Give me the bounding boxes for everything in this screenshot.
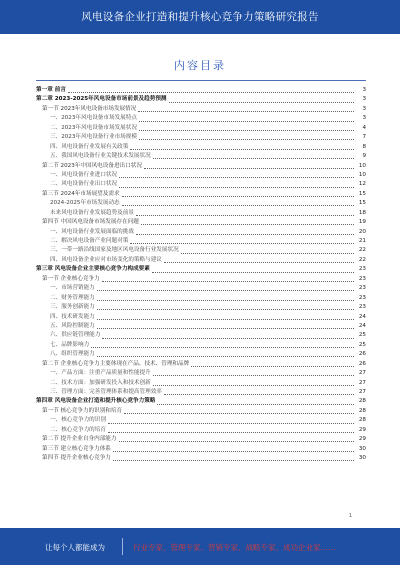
toc-entry[interactable] (36, 218, 366, 227)
toc-leader-dots (139, 139, 354, 140)
toc-entry[interactable] (36, 397, 366, 406)
toc-entry-title: 第一章 前言 (36, 87, 66, 93)
toc-entry-title: 一、风电设备行业发展面临的挑战 (50, 228, 134, 235)
toc-entry[interactable] (36, 350, 366, 359)
toc-entry-title: 一、风电设备行业进口状况 (50, 171, 118, 178)
toc-entry[interactable] (36, 265, 366, 274)
toc-entry[interactable] (36, 237, 366, 246)
toc-entry[interactable] (36, 294, 366, 303)
toc-entry-title: 第四章 风电设备企业打造和提升核心竞争力策略 (36, 398, 156, 405)
toc-entry-title: 第四节 提升企业核心竞争力 (42, 455, 111, 462)
toc-leader-dots (136, 234, 354, 235)
toc-entry[interactable] (36, 152, 366, 161)
toc-entry-title: 二、2023年风电设备市场发展状况 (50, 124, 137, 131)
toc-leader-dots (122, 196, 354, 197)
toc-leader-dots (141, 224, 354, 225)
toc-entry-page: 24 (358, 313, 366, 320)
toc-leader-dots (169, 102, 354, 103)
toc-entry-page: 10 (358, 162, 366, 169)
toc-leader-dots (102, 281, 354, 282)
toc-entry-title: 五、我国风电设备行业关键技术发展状况 (50, 153, 151, 160)
toc-leader-dots (108, 432, 354, 433)
toc-entry-page: 29 (358, 436, 366, 443)
toc-entry-page: 26 (358, 351, 366, 358)
toc-entry-page: 9 (362, 153, 366, 160)
footer-tagline: 行业专家、管理专家、营销专家、战略专家、成功企业家…… (133, 543, 336, 552)
toc-entry-title: 第二节 企业核心竞争力主要体现在产品、技术、管理和品牌 (42, 360, 190, 367)
toc-entry-title: 第一节 2023年风电设备市场发展情况 (42, 105, 137, 112)
toc-entry-title: 第三节 建立核心竞争力体系 (42, 445, 111, 452)
toc-entry-title: 一、核心竞争力的识别 (50, 417, 106, 424)
toc-entry-title: 一、市场营销能力 (50, 285, 95, 292)
toc-leader-dots (130, 149, 354, 150)
toc-entry-page: 15 (358, 200, 366, 207)
toc-leader-dots (91, 347, 354, 348)
toc-leader-dots (124, 413, 354, 414)
toc-divider (36, 80, 366, 81)
toc-entry-page: 7 (362, 134, 366, 141)
toc-entry-page: 21 (358, 238, 366, 244)
toc-entry[interactable] (36, 86, 366, 95)
toc-entry-title: 七、品牌影响力 (50, 341, 90, 348)
toc-entry[interactable] (36, 360, 366, 369)
page-footer (0, 528, 400, 565)
toc-entry[interactable] (36, 284, 366, 293)
toc-entry-title: 二、技术方面：加强研发投入和技术创新 (50, 379, 151, 386)
toc-entry[interactable] (36, 190, 366, 199)
footer-slogan: 让每个人都能成为 (45, 543, 105, 552)
report-title: 风电设备企业打造和提升核心竞争力策略研究报告 (81, 11, 319, 23)
toc-entry[interactable] (36, 313, 366, 322)
toc-entry-page: 22 (358, 256, 366, 263)
toc-leader-dots (97, 328, 354, 329)
toc-leader-dots (68, 92, 354, 93)
toc-entry[interactable] (36, 256, 366, 265)
toc-leader-dots (181, 253, 354, 254)
toc-entry-page: 27 (358, 370, 366, 377)
toc-entry-page: 4 (362, 124, 366, 131)
toc-entry-title: 第三章 风电设备企业主要核心竞争力构成要素 (36, 266, 150, 273)
toc-entry-title: 三、管理方面：完善管理体系和提高管理效率 (50, 389, 162, 395)
toc-entry-page: 29 (358, 426, 366, 433)
toc-entry[interactable] (36, 171, 366, 180)
toc-entry[interactable] (36, 275, 366, 284)
toc-entry-title: 一、产品方面：注重产品质量和性能提升 (50, 370, 151, 377)
toc-entry-title: 未来风电设备行业发展趋势及前景 (50, 209, 134, 216)
toc-entry-page: 20 (358, 228, 366, 235)
toc-entry-page: 25 (358, 341, 366, 348)
toc-entry-page: 10 (358, 171, 366, 178)
toc-leader-dots (144, 168, 354, 169)
toc-entry-page: 24 (358, 322, 366, 329)
toc-entry-page: 3 (362, 87, 366, 93)
toc-entry[interactable] (36, 435, 366, 444)
toc-entry-page: 27 (358, 379, 366, 386)
toc-entry-page: 28 (358, 417, 366, 424)
toc-entry-page: 26 (358, 360, 366, 367)
toc-leader-dots (191, 366, 354, 367)
toc-entry-page: 23 (358, 294, 366, 301)
toc-leader-dots (113, 460, 354, 461)
toc-leader-dots (130, 243, 354, 244)
toc-entry[interactable] (36, 454, 366, 463)
toc-entry[interactable] (36, 95, 366, 104)
toc-leader-dots (97, 309, 354, 310)
toc-entry-title: 第一节 核心竞争力的识别和培育 (42, 407, 123, 414)
toc-leader-dots (122, 205, 354, 206)
toc-leader-dots (157, 404, 354, 405)
toc-entry-page: 22 (358, 247, 366, 254)
toc-entry[interactable] (36, 407, 366, 416)
toc-entry-title: 第二节 2023年中国风电设备进出口状况 (42, 162, 142, 169)
toc-leader-dots (97, 300, 354, 301)
toc-entry-title: 八、组织管理能力 (50, 351, 95, 358)
toc-entry-page: 8 (362, 143, 366, 150)
toc-entry[interactable] (36, 379, 366, 388)
toc-entry[interactable] (36, 105, 366, 114)
toc-entry-title: 四、技术研发能力 (50, 313, 95, 320)
toc-entry-title: 二、解决风电设备产业问题对策 (50, 238, 129, 244)
toc-entry[interactable] (36, 162, 366, 171)
toc-leader-dots (138, 111, 354, 112)
toc-leader-dots (97, 319, 354, 320)
table-of-contents (36, 86, 366, 464)
toc-entry-page: 19 (358, 219, 366, 226)
toc-entry-page: 30 (358, 445, 366, 452)
toc-entry-title: 二、核心竞争力的培育 (50, 426, 106, 433)
toc-entry-page: 3 (362, 96, 366, 103)
toc-leader-dots (139, 121, 354, 122)
toc-entry-title: 2024-2025年市场发展动态 (50, 200, 120, 207)
toc-entry[interactable] (36, 133, 366, 142)
toc-leader-dots (153, 158, 354, 159)
toc-entry[interactable] (36, 199, 366, 208)
toc-entry[interactable] (36, 124, 366, 133)
toc-entry[interactable] (36, 246, 366, 255)
toc-entry[interactable] (36, 369, 366, 378)
toc-leader-dots (102, 338, 354, 339)
toc-leader-dots (153, 385, 354, 386)
toc-leader-dots (136, 215, 354, 216)
toc-leader-dots (152, 272, 354, 273)
toc-entry[interactable] (36, 209, 366, 218)
toc-leader-dots (164, 394, 354, 395)
toc-entry-title: 第二章 2023-2025年风电设备市场前景及趋势预测 (36, 96, 167, 103)
toc-leader-dots (108, 423, 354, 424)
toc-entry[interactable] (36, 143, 366, 152)
toc-entry-title: 第一节 企业核心竞争力 (42, 275, 100, 282)
toc-entry-page: 27 (358, 389, 366, 395)
toc-entry-title: 一、2023年风电设备市场发展特点 (50, 115, 137, 122)
toc-entry-title: 二、风电设备行业出口状况 (50, 181, 118, 188)
toc-entry[interactable] (36, 426, 366, 435)
toc-entry-title: 四、风电设备企业应对市场变化的策略与建议 (50, 256, 162, 263)
toc-entry-title: 四、风电设备行业发展有关政策 (50, 143, 129, 150)
toc-entry-title: 五、风险控制能力 (50, 322, 95, 329)
toc-entry-page: 30 (358, 455, 366, 462)
toc-entry-page: 18 (358, 209, 366, 216)
toc-entry[interactable] (36, 114, 366, 123)
toc-entry[interactable] (36, 331, 366, 340)
page-header (0, 0, 400, 34)
toc-leader-dots (119, 177, 354, 178)
toc-entry-page: 28 (358, 398, 366, 405)
toc-entry[interactable] (36, 341, 366, 350)
toc-title: 内容目录 (174, 59, 226, 72)
toc-entry[interactable] (36, 180, 366, 189)
toc-entry-title: 三、一带一路沿线国家及地区风电设备行业发展状况 (50, 247, 179, 254)
toc-leader-dots (139, 130, 354, 131)
toc-entry-title: 三、2023年风电设备行业市场规模 (50, 134, 137, 141)
toc-entry[interactable] (36, 322, 366, 331)
toc-entry-page: 12 (358, 181, 366, 188)
toc-leader-dots (119, 187, 354, 188)
page-number: 1 (348, 513, 352, 519)
toc-leader-dots (164, 262, 354, 263)
toc-entry-page: 15 (358, 190, 366, 197)
toc-entry-page: 3 (362, 105, 366, 112)
toc-leader-dots (113, 451, 354, 452)
toc-entry[interactable] (36, 228, 366, 237)
toc-entry[interactable] (36, 445, 366, 454)
toc-entry-page: 23 (358, 275, 366, 282)
footer-divider (122, 538, 123, 555)
toc-entry-page: 23 (358, 266, 366, 273)
toc-entry[interactable] (36, 388, 366, 397)
toc-entry-title: 六、供应链管理能力 (50, 332, 101, 339)
toc-entry-page: 23 (358, 285, 366, 292)
toc-leader-dots (153, 375, 354, 376)
toc-leader-dots (119, 441, 355, 442)
toc-entry-page: 28 (358, 407, 366, 414)
toc-entry-title: 第四节 中国风电设备市场发展存在问题 (42, 219, 139, 226)
toc-entry-title: 第二节 提升企业自身内部能力 (42, 436, 117, 443)
toc-leader-dots (97, 290, 354, 291)
toc-entry-page: 23 (358, 304, 366, 311)
toc-entry-title: 三、服务创新能力 (50, 304, 95, 311)
toc-entry-page: 3 (362, 115, 366, 122)
toc-entry-title: 第三节 2024年市场展望及需求 (42, 190, 120, 197)
toc-leader-dots (97, 356, 354, 357)
toc-entry-title: 二、财务管理能力 (50, 294, 95, 301)
toc-entry-page: 25 (358, 332, 366, 339)
toc-entry[interactable] (36, 303, 366, 312)
toc-entry[interactable] (36, 416, 366, 425)
